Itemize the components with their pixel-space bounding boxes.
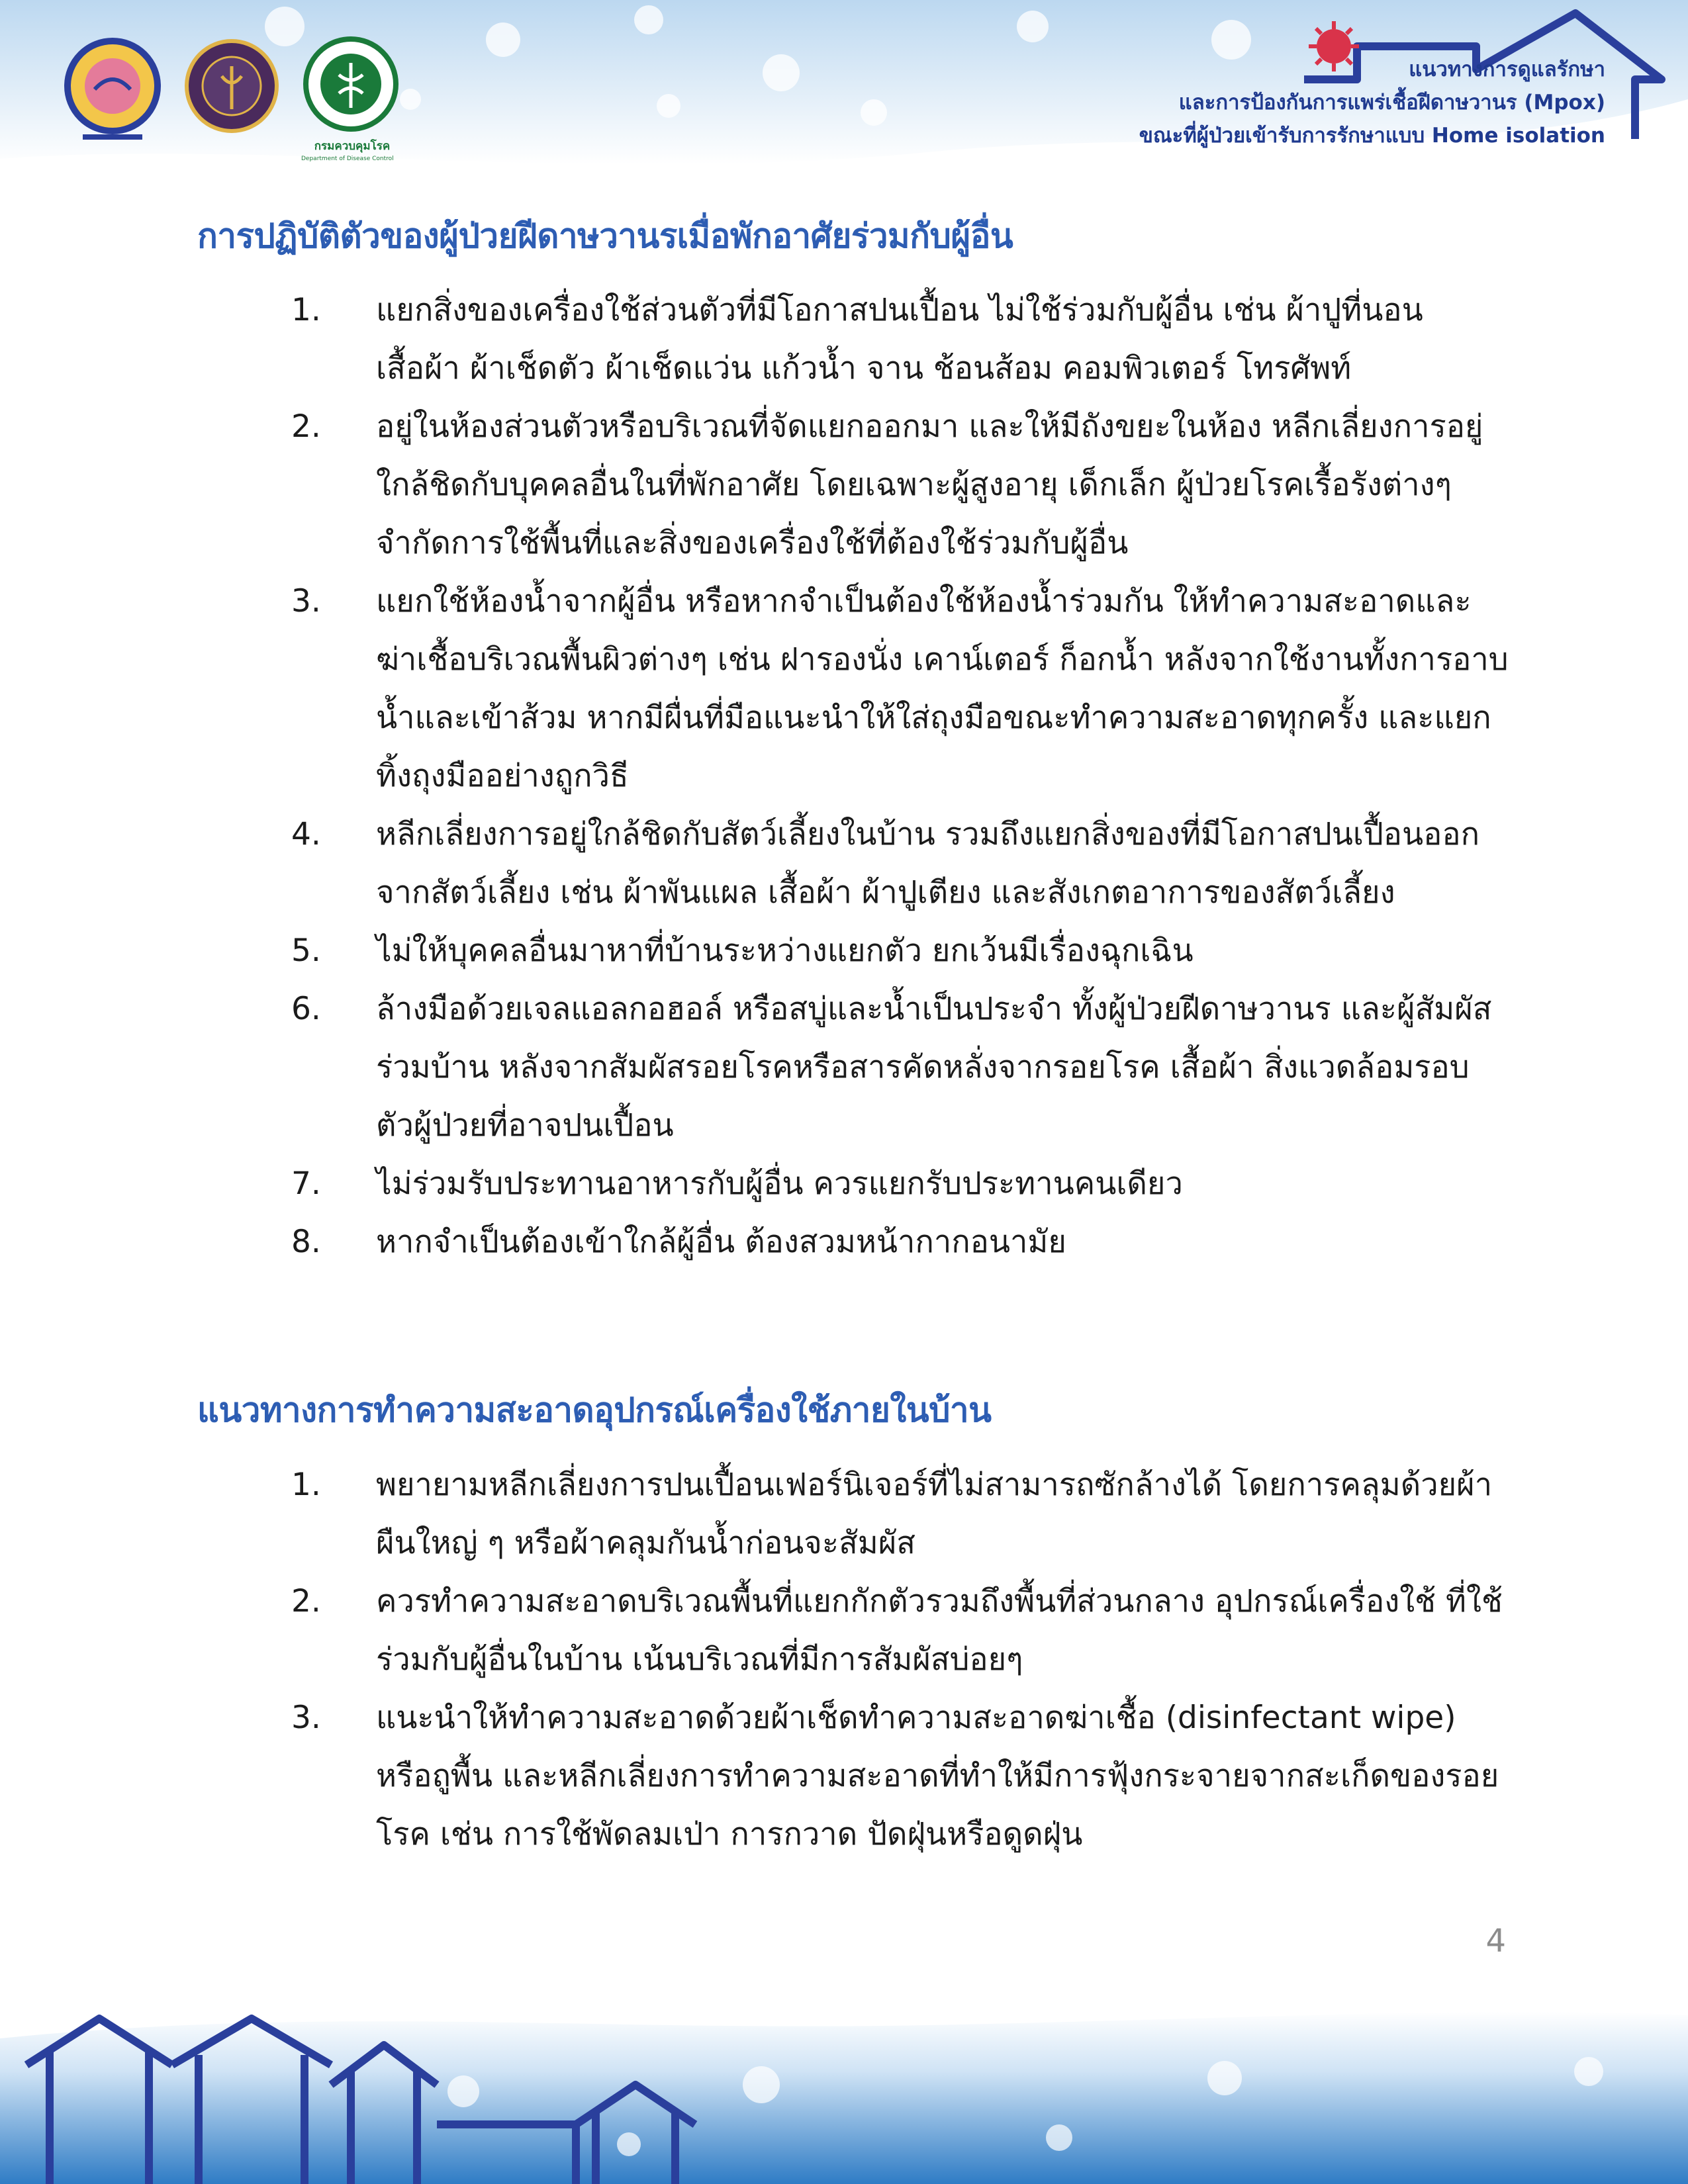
logo-3-label: กรมควบคุมโรค xyxy=(314,140,391,153)
header-title xyxy=(1139,53,1605,152)
item-number: 2. xyxy=(291,1583,321,1619)
header-title-line-1: แนวทางการดูแลรักษา xyxy=(1409,58,1605,81)
item-number: 4. xyxy=(291,816,321,852)
section-2-list xyxy=(291,1456,1509,1864)
item-text: ล้างมือด้วยเจลแอลกอฮอล์ หรือสบู่และน้ำเป็นประจำ ทั้งผู้ป่วยฝีดาษวานร และผู้สัมผัสร่วมบ้าน หลังจากสัมผัสรอยโรคหรือสารคัดหลั่งจากรอยโรค เสื้อผ้า สิ่งแวดล้อมรอบตัวผู้ป่วยที่อาจปนเปื้อน xyxy=(376,991,1492,1144)
item-number: 8. xyxy=(291,1224,321,1260)
header-title-line-2: และการป้องกันการแพร่เชื้อฝีดาษวานร (Mpox) xyxy=(1178,91,1605,114)
list-item xyxy=(291,398,1509,572)
item-number: 6. xyxy=(291,991,321,1027)
item-text: หากจำเป็นต้องเข้าใกล้ผู้อื่น ต้องสวมหน้ากากอนามัย xyxy=(376,1224,1066,1260)
item-number: 1. xyxy=(291,1467,321,1503)
list-item xyxy=(291,805,1509,922)
logo-3-sublabel: Department of Disease Control xyxy=(301,156,394,162)
section-1-heading: การปฏิบัติตัวของผู้ป่วยฝีดาษวานรเมื่อพักอาศัยร่วมกับผู้อื่น xyxy=(197,217,1013,256)
list-item xyxy=(291,1155,1509,1213)
college-seal-logo xyxy=(63,36,162,142)
item-number: 5. xyxy=(291,933,321,969)
item-text: อยู่ในห้องส่วนตัวหรือบริเวณที่จัดแยกออกมา และให้มีถังขยะในห้อง หลีกเลี่ยงการอยู่ใกล้ชิดกับบุคคลอื่นในที่พักอาศัย โดยเฉพาะผู้สูงอายุ เด็กเล็ก ผู้ป่วยโรคเรื้อรังต่างๆ จำกัดการใช้พื้นที่และสิ่งของเครื่องใช้ที่ต้องใช้ร่วมกับผู้อื่น xyxy=(376,408,1483,561)
list-item xyxy=(291,1572,1509,1689)
item-text: หลีกเลี่ยงการอยู่ใกล้ชิดกับสัตว์เลี้ยงในบ้าน รวมถึงแยกสิ่งของที่มีโอกาสปนเปื้อนออกจากสัตว์เลี้ยง เช่น ผ้าพันแผล เสื้อผ้า ผ้าปูเตียง และสังเกตอาการของสัตว์เลี้ยง xyxy=(376,816,1480,911)
item-number: 7. xyxy=(291,1165,321,1202)
item-number: 3. xyxy=(291,1700,321,1736)
page-number: 4 xyxy=(1485,1923,1506,1960)
item-text: ควรทำความสะอาดบริเวณพื้นที่แยกกักตัวรวมถึงพื้นที่ส่วนกลาง อุปกรณ์เครื่องใช้ ที่ใช้ร่วมกับผู้อื่นในบ้าน เน้นบริเวณที่มีการสัมผัสบ่อยๆ xyxy=(376,1583,1503,1678)
item-number: 2. xyxy=(291,408,321,445)
item-text: แนะนำให้ทำความสะอาดด้วยผ้าเช็ดทำความสะอาดฆ่าเชื้อ (disinfectant wipe) หรือถูพื้น และหลีกเลี่ยงการทำความสะอาดที่ทำให้มีการฟุ้งกระจายจากสะเก็ดของรอยโรค เช่น การใช้พัดลมเป่า การกวาด ปัดฝุ่นหรือดูดฝุ่น xyxy=(376,1700,1499,1852)
section-1-list xyxy=(291,281,1509,1271)
list-item xyxy=(291,1689,1509,1864)
item-text: แยกสิ่งของเครื่องใช้ส่วนตัวที่มีโอกาสปนเปื้อน ไม่ใช้ร่วมกับผู้อื่น เช่น ผ้าปูที่นอน เสื้อผ้า ผ้าเช็ดตัว ผ้าเช็ดแว่น แก้วน้ำ จาน ช้อนส้อม คอมพิวเตอร์ โทรศัพท์ xyxy=(376,292,1423,387)
item-text: ไม่ให้บุคคลอื่นมาหาที่บ้านระหว่างแยกตัว ยกเว้นมีเรื่องฉุกเฉิน xyxy=(376,933,1194,969)
list-item xyxy=(291,572,1509,805)
ministry-public-health-logo xyxy=(298,36,404,136)
association-seal-logo xyxy=(182,36,281,136)
item-number: 3. xyxy=(291,583,321,619)
item-text: พยายามหลีกเลี่ยงการปนเปื้อนเฟอร์นิเจอร์ที่ไม่สามารถซักล้างได้ โดยการคลุมด้วยผ้าผืนใหญ่ ๆ หรือผ้าคลุมกันน้ำก่อนจะสัมผัส xyxy=(376,1467,1493,1561)
item-number: 1. xyxy=(291,292,321,328)
list-item xyxy=(291,1213,1509,1271)
item-text: แยกใช้ห้องน้ำจากผู้อื่น หรือหากจำเป็นต้องใช้ห้องน้ำร่วมกัน ให้ทำความสะอาดและฆ่าเชื้อบริเวณพื้นผิวต่างๆ เช่น ฝารองนั่ง เคาน์เตอร์ ก็อกน้ำ หลังจากใช้งานทั้งการอาบน้ำและเข้าส้วม หากมีผื่นที่มือแนะนำให้ใส่ถุงมือขณะทำความสะอาดทุกครั้ง และแยกทิ้งถุงมืออย่างถูกวิธี xyxy=(376,583,1509,794)
section-2-heading: แนวทางการทำความสะอาดอุปกรณ์เครื่องใช้ภายในบ้าน xyxy=(197,1391,992,1430)
list-item xyxy=(291,980,1509,1155)
list-item xyxy=(291,1456,1509,1572)
header-title-line-3: ขณะที่ผู้ป่วยเข้ารับการรักษาแบบ Home isolation xyxy=(1139,124,1605,148)
item-text: ไม่ร่วมรับประทานอาหารกับผู้อื่น ควรแยกรับประทานคนเดียว xyxy=(376,1165,1183,1202)
footer-background xyxy=(0,1992,1688,2184)
list-item xyxy=(291,922,1509,980)
list-item xyxy=(291,281,1509,398)
